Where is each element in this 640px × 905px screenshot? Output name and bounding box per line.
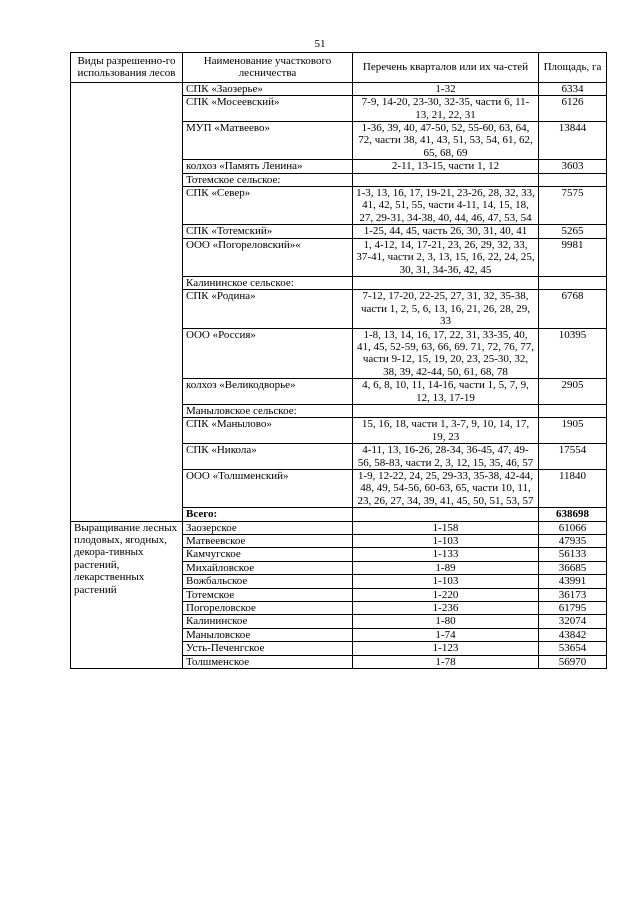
page-number: 51 [314, 38, 326, 50]
forestry-name-cell: ООО «Толшменский» [183, 470, 353, 508]
forestry-name-cell: Михайловское [183, 561, 353, 574]
quarters-cell: 7-12, 17-20, 22-25, 27, 31, 32, 35-38, части 1, 2, 5, 6, 13, 16, 21, 26, 28, 29, 33 [353, 290, 539, 328]
section-area-empty [539, 404, 607, 417]
area-cell: 56970 [539, 655, 607, 668]
section-area-empty [539, 276, 607, 289]
area-cell: 6334 [539, 82, 607, 95]
forestry-name-cell: СПК «Никола» [183, 444, 353, 470]
header-area: Площадь, га [539, 53, 607, 83]
header-forestry: Наименование участкового лесничества [183, 53, 353, 83]
forestry-name-cell: Калининское [183, 615, 353, 628]
forestry-name-cell: СПК «Север» [183, 187, 353, 225]
section-quarters-empty [353, 404, 539, 417]
area-cell: 6126 [539, 96, 607, 122]
area-cell: 36173 [539, 588, 607, 601]
quarters-cell: 1-9, 12-22, 24, 25, 29-33, 35-38, 42-44, 48, 49, 54-56, 60-63, 65, части 10, 11, 23, 26, 27, 34, 39, 41, 45, 50, 51, 53, 57 [353, 470, 539, 508]
forest-use-table [70, 52, 607, 669]
total-area: 638698 [539, 508, 607, 521]
forestry-name-cell: Погореловское [183, 602, 353, 615]
table-header-row [71, 53, 607, 83]
forestry-name-cell: ООО «Россия» [183, 328, 353, 379]
quarters-cell: 1, 4-12, 14, 17-21, 23, 26, 29, 32, 33, 37-41, части 2, 3, 13, 15, 16, 22, 24, 25, 30, 31, 34-36, 42, 45 [353, 238, 539, 276]
quarters-cell: 1-74 [353, 628, 539, 641]
total-label: Всего: [183, 508, 353, 521]
quarters-cell: 15, 16, 18, части 1, 3-7, 9, 10, 14, 17, 19, 23 [353, 418, 539, 444]
forestry-name-cell: Усть-Печенгское [183, 642, 353, 655]
table-body [71, 82, 607, 668]
area-cell: 5265 [539, 225, 607, 238]
forestry-name-cell: Заозерское [183, 521, 353, 534]
forestry-name-cell: Матвеевское [183, 535, 353, 548]
area-cell: 11840 [539, 470, 607, 508]
forestry-name-cell: СПК «Заозерье» [183, 82, 353, 95]
header-use-type: Виды разрешенно-го использования лесов [71, 53, 183, 83]
quarters-cell: 1-236 [353, 602, 539, 615]
section-area-empty [539, 173, 607, 186]
area-cell: 32074 [539, 615, 607, 628]
area-cell: 36685 [539, 561, 607, 574]
area-cell: 13844 [539, 122, 607, 160]
table-row [71, 82, 607, 95]
use-type-cell-empty [71, 82, 183, 521]
quarters-cell: 1-103 [353, 575, 539, 588]
area-cell: 47935 [539, 535, 607, 548]
area-cell: 43842 [539, 628, 607, 641]
quarters-cell: 1-80 [353, 615, 539, 628]
use-type-cell: Выращивание лесных плодовых, ягодных, декора-тивных растений, лекарственных растений [71, 521, 183, 668]
table-row [71, 521, 607, 534]
quarters-cell: 2-11, 13-15, части 1, 12 [353, 160, 539, 173]
forestry-name-cell: колхоз «Память Ленина» [183, 160, 353, 173]
forestry-name-cell: МУП «Матвеево» [183, 122, 353, 160]
forestry-name-cell: Вожбальское [183, 575, 353, 588]
quarters-cell: 1-8, 13, 14, 16, 17, 22, 31, 33-35, 40, 41, 45, 52-59, 63, 66, 69. 71, 72, 76, 77, части 9-12, 15, 19, 20, 23, 25-30, 32, 38, 39, 42-44, 50, 61, 68, 78 [353, 328, 539, 379]
quarters-cell: 1-158 [353, 521, 539, 534]
area-cell: 61795 [539, 602, 607, 615]
header-quarters: Перечень кварталов или их ча-стей [353, 53, 539, 83]
quarters-cell: 1-220 [353, 588, 539, 601]
quarters-cell: 1-25, 44, 45, часть 26, 30, 31, 40, 41 [353, 225, 539, 238]
forestry-name-cell: СПК «Тотемский» [183, 225, 353, 238]
quarters-cell: 1-89 [353, 561, 539, 574]
area-cell: 10395 [539, 328, 607, 379]
forestry-name-cell: Камчугское [183, 548, 353, 561]
quarters-cell: 1-103 [353, 535, 539, 548]
area-cell: 2905 [539, 379, 607, 405]
quarters-cell: 1-36, 39, 40, 47-50, 52, 55-60, 63, 64, 72, части 38, 41, 43, 51, 53, 54, 61, 62, 65, 68, 69 [353, 122, 539, 160]
area-cell: 56133 [539, 548, 607, 561]
area-cell: 53654 [539, 642, 607, 655]
forestry-name-cell: СПК «Манылово» [183, 418, 353, 444]
quarters-cell: 1-123 [353, 642, 539, 655]
forestry-name-cell: колхоз «Великодворье» [183, 379, 353, 405]
forestry-name-cell: СПК «Родина» [183, 290, 353, 328]
section-title: Тотемское сельское: [183, 173, 353, 186]
quarters-cell: 1-3, 13, 16, 17, 19-21, 23-26, 28, 32, 33, 41, 42, 51, 55, части 4-11, 14, 15, 18, 27, 29-31, 34-38, 40, 44, 46, 47, 53, 54 [353, 187, 539, 225]
area-cell: 61066 [539, 521, 607, 534]
quarters-cell: 1-133 [353, 548, 539, 561]
section-title: Маныловское сельское: [183, 404, 353, 417]
forestry-name-cell: СПК «Мосеевский» [183, 96, 353, 122]
area-cell: 1905 [539, 418, 607, 444]
quarters-cell: 4, 6, 8, 10, 11, 14-16, части 1, 5, 7, 9, 12, 13, 17-19 [353, 379, 539, 405]
quarters-cell: 1-32 [353, 82, 539, 95]
quarters-cell: 1-78 [353, 655, 539, 668]
quarters-cell: 7-9, 14-20, 23-30, 32-35, части 6, 11-13, 21, 22, 31 [353, 96, 539, 122]
section-quarters-empty [353, 173, 539, 186]
section-title: Калининское сельское: [183, 276, 353, 289]
area-cell: 9981 [539, 238, 607, 276]
total-quarters-empty [353, 508, 539, 521]
area-cell: 7575 [539, 187, 607, 225]
area-cell: 6768 [539, 290, 607, 328]
area-cell: 17554 [539, 444, 607, 470]
forestry-name-cell: Тотемское [183, 588, 353, 601]
area-cell: 3603 [539, 160, 607, 173]
section-quarters-empty [353, 276, 539, 289]
forestry-name-cell: Маныловское [183, 628, 353, 641]
forestry-name-cell: Толшменское [183, 655, 353, 668]
forestry-name-cell: ООО «Погореловский»« [183, 238, 353, 276]
quarters-cell: 4-11, 13, 16-26, 28-34, 36-45, 47, 49-56, 58-83, части 2, 3, 12, 15, 35, 46, 57 [353, 444, 539, 470]
area-cell: 43991 [539, 575, 607, 588]
